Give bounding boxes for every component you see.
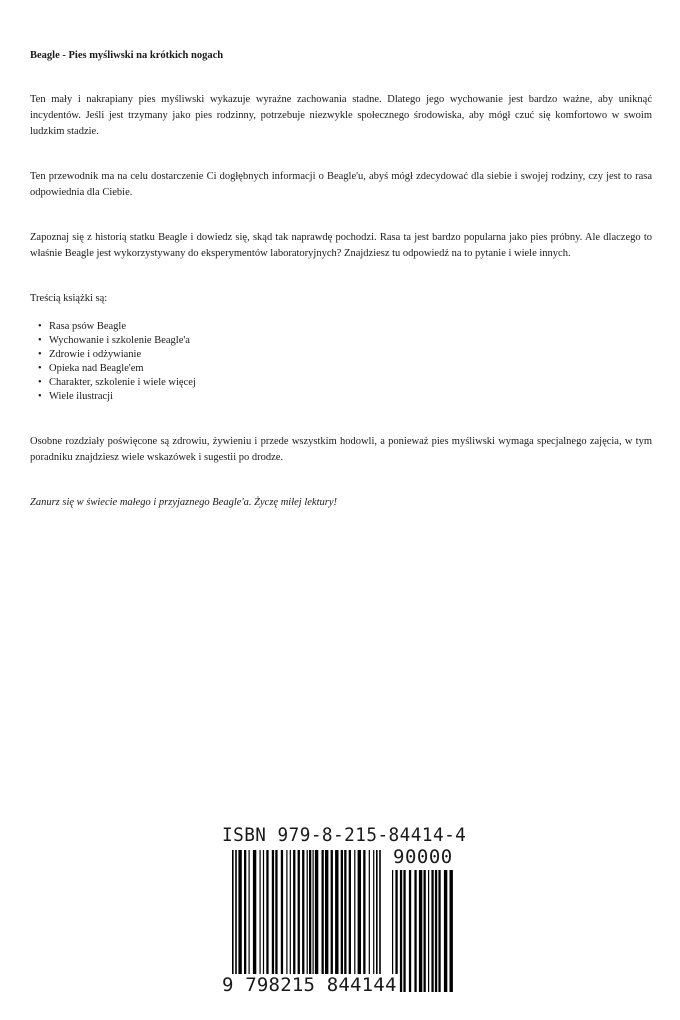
barcode-bar — [307, 850, 308, 992]
barcode-bar — [428, 870, 429, 992]
barcode-bar — [435, 870, 437, 992]
barcode-bar — [325, 850, 328, 976]
barcode-bar — [379, 850, 381, 992]
barcode-bar — [235, 850, 237, 992]
toc-item: • Opieka nad Beagle'em — [38, 362, 652, 376]
barcode-bar — [403, 870, 405, 992]
barcode-bar — [263, 850, 264, 976]
barcode-bar — [302, 850, 304, 976]
intro-paragraph: Ten mały i nakrapiany pies myśliwski wykazuje wyraźne zachowania stadne. Dlatego jego wychowanie jest bardzo ważne, aby uniknąć incydentów. Jeśli jest trzymany jako pies rodzinny, potrzebuje niezwykle społecznego środowiska, aby mógł czuć się komfortowo w swoim ludzkim stadzie. — [30, 94, 652, 137]
history-paragraph: Zapoznaj się z historią statku Beagle i dowiedz się, skąd tak naprawdę pochodzi. Rasa ta jest bardzo popularna jako pies próbny. Ale dlaczego to właśnie Beagle jest wykorzystywany do eksperymentów laboratoryjnych? Znajdziesz tu odpowiedź na to pytanie i wiele innych. — [30, 232, 652, 259]
toc-heading: Treścią książki są: — [30, 293, 108, 304]
barcode-bar — [275, 850, 277, 976]
barcode-bar — [293, 850, 295, 976]
barcode-bar — [400, 870, 402, 992]
toc-item: • Rasa psów Beagle — [38, 320, 652, 334]
toc-item: • Wychowanie i szkolenie Beagle'a — [38, 334, 652, 348]
barcode-bar — [369, 850, 370, 976]
barcode-bar — [315, 850, 318, 976]
barcode-bar — [450, 870, 453, 992]
barcode-digits: 9 798215 844144 — [222, 974, 397, 996]
barcode-bar — [313, 850, 314, 976]
toc-item: • Wiele ilustracji — [38, 390, 652, 404]
barcode-bar — [238, 850, 241, 976]
toc-item: • Zdrowie i odżywianie — [38, 348, 652, 362]
barcode-bar — [272, 850, 274, 976]
barcode-bar — [341, 850, 343, 976]
price-addon: 90000 — [393, 846, 453, 868]
isbn-label: ISBN 979-8-215-84414-4 — [222, 824, 467, 846]
barcode-bar — [322, 850, 324, 976]
barcode-bar — [358, 850, 361, 976]
barcode-bar — [354, 850, 355, 976]
book-title: Beagle - Pies myśliwski na krótkich nogach — [30, 50, 224, 61]
barcode-bar — [438, 870, 440, 992]
back-cover-text — [30, 50, 652, 540]
isbn-barcode — [222, 824, 467, 996]
barcode-bar — [373, 850, 374, 976]
barcode-bar — [298, 850, 300, 976]
closing-line: Zanurz się w świecie małego i przyjaznego Beagle'a. Życzę miłej lektury! — [30, 497, 337, 508]
barcode-bar — [290, 850, 291, 976]
barcode-bar — [331, 850, 333, 976]
toc-item: • Charakter, szkolenie i wiele więcej — [38, 376, 652, 390]
barcode-bar — [409, 870, 411, 992]
barcode-bar — [309, 850, 311, 992]
barcode-bar — [419, 870, 422, 992]
barcode-bar — [260, 850, 261, 976]
barcode-bar — [253, 850, 256, 976]
barcode-bar — [249, 850, 250, 976]
barcode-bar — [286, 850, 287, 976]
barcode-bar — [344, 850, 346, 976]
barcode-bar — [444, 870, 447, 992]
barcode-bar — [266, 850, 268, 976]
guide-paragraph: Ten przewodnik ma na celu dostarczenie Ci dogłębnych informacji o Beagle'u, abyś mógł zdecydować dla siebie i swojej rodziny, czy jest to rasa odpowiednia dla Ciebie. — [30, 171, 652, 198]
barcode-bar — [244, 850, 246, 976]
barcode-bar — [363, 850, 365, 976]
barcode-bar — [349, 850, 351, 976]
chapters-paragraph: Osobne rozdziały poświęcone są zdrowiu, żywieniu i przede wszystkim hodowli, a ponieważ pies myśliwski wymaga specjalnego zajęcia, w tym poradniku znajdziesz wiele wskazówek i sugestii po drodze. — [30, 436, 652, 463]
barcode-bar — [232, 850, 234, 992]
barcode-bar — [376, 850, 378, 992]
barcode-bar — [281, 850, 283, 976]
barcode-bar — [414, 870, 416, 992]
barcode-bar — [424, 870, 426, 992]
barcode-bar — [335, 850, 338, 976]
barcode-bar — [431, 870, 433, 992]
toc-list — [38, 320, 652, 404]
